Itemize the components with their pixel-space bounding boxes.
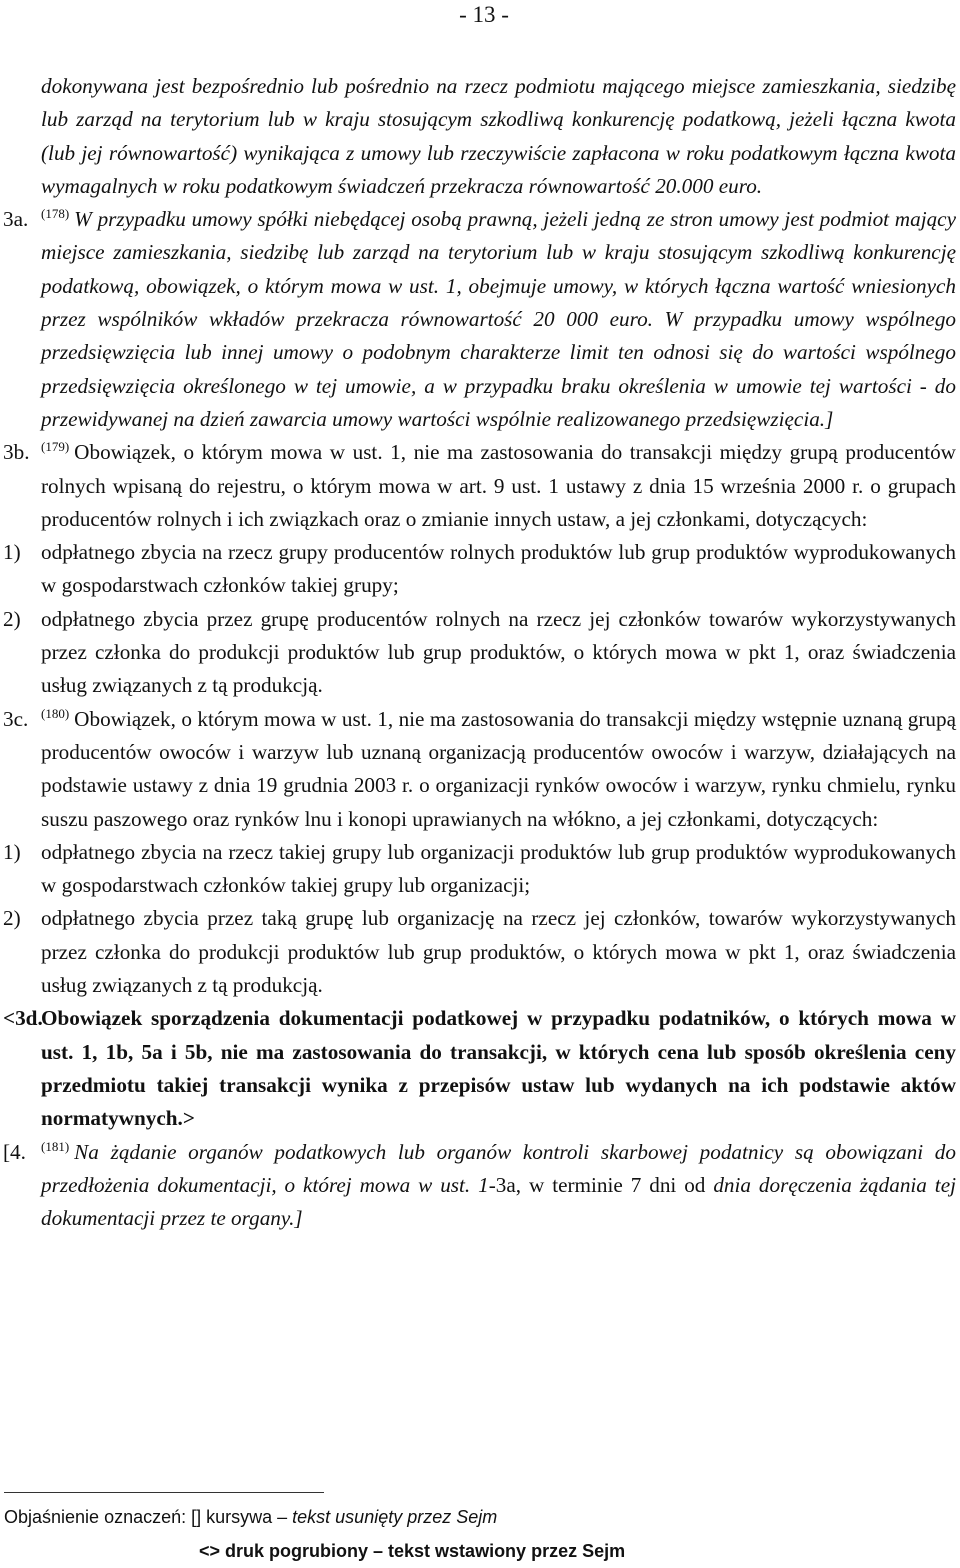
paragraph-4-deleted-text: Na żądanie organów podatkowych lub organów kontroli skarbowej podatnicy są obowiązani do przedłożenia dokumentacji, o której mowa w ust. 1- xyxy=(41,1139,956,1197)
paragraph-3c xyxy=(0,703,960,836)
item-label: 2) xyxy=(3,906,21,931)
paragraph-3d-label: <3d. xyxy=(3,1006,43,1031)
item-label: 2) xyxy=(3,606,21,631)
paragraph-3a-label: 3a. xyxy=(3,207,29,232)
paragraph-intro xyxy=(0,70,960,203)
paragraph-3b-item-2 xyxy=(0,603,960,703)
intro-text: dokonywana jest bezpośrednio lub pośrednio na rzecz podmiotu mającego miejsce zamieszkania, siedzibę lub zarząd na terytorium lub w kraju stosującym szkodliwą konkurencję podatkową, jeżeli łączna kwota (lub jej równowartość) wynikająca z umowy lub rzeczywiście zapłacona w roku podatkowym łączna kwota wymagalnych w roku podatkowym świadczeń przekracza równowartość 20.000 euro. xyxy=(41,74,956,198)
legend-footer xyxy=(4,1500,704,1568)
paragraph-3d xyxy=(0,1002,960,1135)
footer-divider xyxy=(4,1492,324,1493)
document-body xyxy=(0,70,960,1235)
paragraph-3b-text: Obowiązek, o którym mowa w ust. 1, nie ma zastosowania do transakcji między grupą producentów rolnych wpisaną do rejestru, o którym mowa w art. 9 ust. 1 ustawy z dnia 15 września 2000 r. o grupach producentów rolnych i ich związkach oraz o zmianie innych ustaw, a jej członkami, dotyczących: xyxy=(41,440,956,531)
paragraph-3c-item-1 xyxy=(0,836,960,903)
footnote-ref-181: (181) xyxy=(41,1138,70,1154)
item-text: odpłatnego zbycia na rzecz grupy producentów rolnych produktów lub grup produktów wyprodukowanych w gospodarstwach członków takiej grupy; xyxy=(41,540,956,598)
page-number: - 13 - xyxy=(459,2,509,27)
legend-line-1 xyxy=(4,1500,704,1534)
paragraph-3c-label: 3c. xyxy=(3,706,29,731)
paragraph-3c-item-2 xyxy=(0,902,960,1002)
footnote-ref-180: (180) xyxy=(41,705,70,721)
legend-italic-prefix: Objaśnienie oznaczeń: [] kursywa – xyxy=(4,1507,293,1527)
legend-line-2: <> druk pogrubiony – tekst wstawiony przez Sejm xyxy=(199,1541,626,1561)
paragraph-3c-text: Obowiązek, o którym mowa w ust. 1, nie ma zastosowania do transakcji między wstępnie uznaną grupą producentów owoców i warzyw lub uznaną organizacją producentów owoców i warzyw, działających na podstawie ustawy z dnia 19 grudnia 2003 r. o organizacji rynków owoców i warzyw, rynku chmielu, rynku suszu paszowego oraz rynków lnu i konopi uprawianych na włókno, a jej członkami, dotyczących: xyxy=(41,706,956,831)
paragraph-3a xyxy=(0,203,960,436)
paragraph-4 xyxy=(0,1136,960,1236)
legend-italic-description: tekst usunięty przez Sejm xyxy=(292,1507,498,1527)
item-text: odpłatnego zbycia na rzecz takiej grupy lub organizacji produktów lub grup produktów wyprodukowanych w gospodarstwach członków takiej grupy lub organizacji; xyxy=(41,839,956,898)
item-text: odpłatnego zbycia przez taką grupę lub organizację na rzecz jej członków, towarów wykorzystywanych przez członka do produkcji produktów lub grup produktów, o których mowa w pkt 1, oraz świadczenia usług związanych z tą produkcją. xyxy=(41,906,956,998)
paragraph-3a-rest: W przypadku umowy wspólnego przedsięwzięcia lub innej umowy o podobnym charakterze limit ten odnosi się do wartości wspólnego przedsięwzięcia określonego w tej umowie, a w przypadku braku określenia w umowie tej wartości - do przewidywanej na dzień zawarcia umowy wartości wspólnie realizowanego przedsięwzięcia.] xyxy=(41,307,957,431)
footnote-ref-178: (178) xyxy=(41,206,70,222)
paragraph-3d-inserted-text: Obowiązek sporządzenia dokumentacji podatkowej w przypadku podatników, o których mowa w ust. 1, 1b, 5a i 5b, nie ma zastosowania do transakcji, w których cena lub sposób określenia ceny przedmiotu takiej transakcji wynika z przepisów ustaw lub wydanych na ich podstawie aktów normatywnych.> xyxy=(41,1006,956,1131)
item-label: 1) xyxy=(3,540,21,565)
item-text: odpłatnego zbycia przez grupę producentów rolnych na rzecz jej członków towarów wykorzystywanych przez członka do produkcji produktów lub grup produktów, o których mowa w pkt 1, oraz świadczenia usług związanych z tą produkcją. xyxy=(41,606,956,698)
paragraph-3a-deleted-text: W przypadku umowy spółki niebędącej osobą prawną, jeżeli jedną ze stron umowy jest podmiot mający miejsce zamieszkania, siedzibę lub zarząd na terytorium lub w kraju stosującym szkodliwą konkurencję podatkową, obowiązek, o którym mowa w ust. 1, obejmuje umowy, w których łączna wartość wniesionych przez wspólników wkładów przekracza równowartość 20 000 euro. xyxy=(41,207,956,332)
paragraph-4-plain-text: 3a, w terminie 7 dni od xyxy=(495,1172,706,1197)
paragraph-3b-item-1 xyxy=(0,536,960,603)
paragraph-4-deleted-text-end: dnia doręczenia żądania tej dokumentacji przez te organy.] xyxy=(41,1172,956,1231)
paragraph-3b-label: 3b. xyxy=(3,440,30,465)
item-label: 1) xyxy=(3,839,21,864)
footnote-ref-179: (179) xyxy=(41,439,70,455)
paragraph-4-label: [4. xyxy=(3,1139,26,1164)
paragraph-3b xyxy=(0,436,960,536)
